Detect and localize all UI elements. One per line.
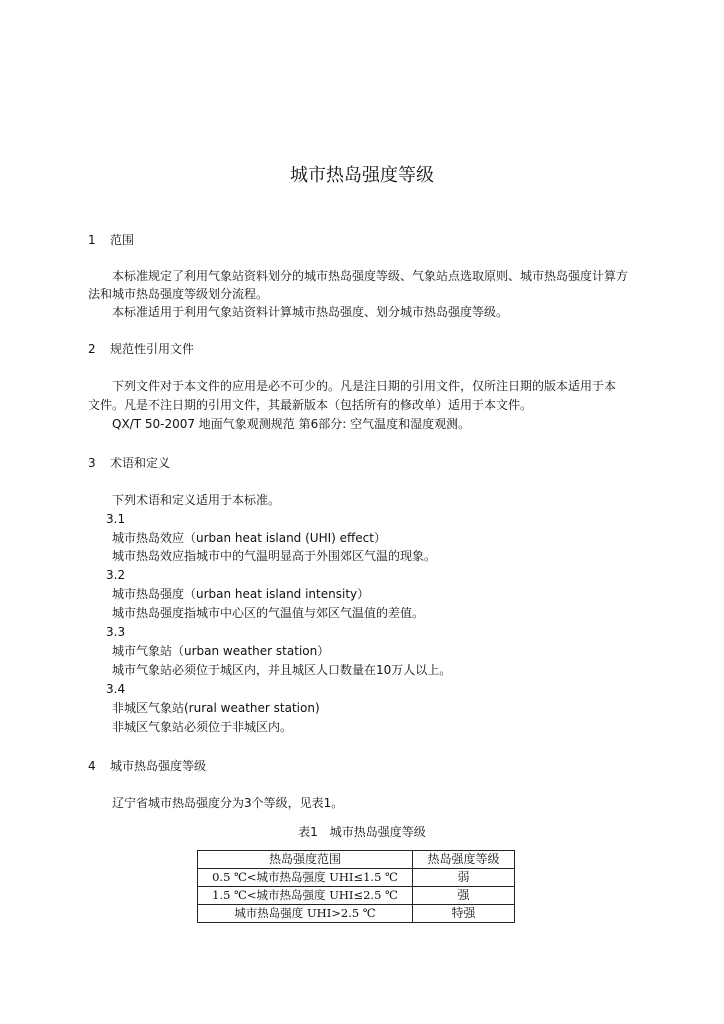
section-title: 规范性引用文件	[110, 342, 195, 356]
paragraph-line: 本标准适用于利用气象站资料计算城市热岛强度、划分城市热岛强度等级。	[112, 305, 509, 319]
section-number: 1	[88, 233, 96, 247]
section-number: 2	[88, 342, 96, 356]
table-cell: 强	[413, 887, 515, 905]
section-1-heading	[88, 231, 134, 249]
table-row	[198, 869, 515, 887]
term-definition: 非城区气象站必须位于非城区内。	[112, 720, 293, 734]
section-3-heading	[88, 454, 170, 472]
paragraph-line: 辽宁省城市热岛强度分为3个等级，见表1。	[112, 796, 344, 810]
section-number: 3	[88, 456, 96, 470]
paragraph-line: 下列文件对于本文件的应用是必不可少的。凡是注日期的引用文件，仅所注日期的版本适用于本	[112, 379, 617, 393]
term-number: 3.4	[106, 682, 126, 696]
term-number: 3.3	[106, 625, 126, 639]
term-definition: 城市气象站必须位于城区内，并且城区人口数量在10万人以上。	[112, 663, 452, 677]
uhi-grade-table	[197, 850, 515, 923]
table-cell: 0.5 ℃<城市热岛强度 UHI≤1.5 ℃	[198, 869, 413, 887]
section-title: 术语和定义	[110, 456, 171, 470]
paragraph-line: 文件。凡是不注日期的引用文件，其最新版本（包括所有的修改单）适用于本文件。	[88, 398, 533, 412]
term-number: 3.2	[106, 568, 126, 582]
term-name: 城市气象站（urban weather station）	[112, 644, 330, 658]
table-caption: 表1 城市热岛强度等级	[298, 825, 426, 839]
document-title: 城市热岛强度等级	[290, 165, 434, 186]
table-header-cell: 热岛强度等级	[413, 851, 515, 869]
table-header-cell: 热岛强度范围	[198, 851, 413, 869]
paragraph-line: 下列术语和定义适用于本标准。	[112, 493, 281, 507]
term-definition: 城市热岛效应指城市中的气温明显高于外围郊区气温的现象。	[112, 549, 437, 563]
section-title: 城市热岛强度等级	[110, 759, 207, 773]
term-name: 非城区气象站(rural weather station)	[112, 701, 320, 715]
reference-line: QX/T 50-2007 地面气象观测规范 第6部分: 空气温度和湿度观测。	[112, 417, 471, 431]
section-title: 范围	[110, 233, 135, 247]
table-cell: 特强	[413, 905, 515, 923]
section-4-heading	[88, 757, 206, 775]
section-2-heading	[88, 340, 194, 358]
paragraph-line: 本标准规定了利用气象站资料划分的城市热岛强度等级、气象站点选取原则、城市热岛强度计算方	[112, 269, 629, 283]
term-name: 城市热岛强度（urban heat island intensity）	[112, 587, 370, 601]
table-header-row	[198, 851, 515, 869]
term-number: 3.1	[106, 512, 126, 526]
paragraph-line: 法和城市热岛强度等级划分流程。	[88, 287, 269, 301]
table-row	[198, 905, 515, 923]
table-cell: 1.5 ℃<城市热岛强度 UHI≤2.5 ℃	[198, 887, 413, 905]
term-name: 城市热岛效应（urban heat island (UHI) effect）	[112, 531, 386, 545]
section-number: 4	[88, 759, 96, 773]
table-cell: 城市热岛强度 UHI>2.5 ℃	[198, 905, 413, 923]
term-definition: 城市热岛强度指城市中心区的气温值与郊区气温值的差值。	[112, 606, 425, 620]
table-cell: 弱	[413, 869, 515, 887]
table-row	[198, 887, 515, 905]
